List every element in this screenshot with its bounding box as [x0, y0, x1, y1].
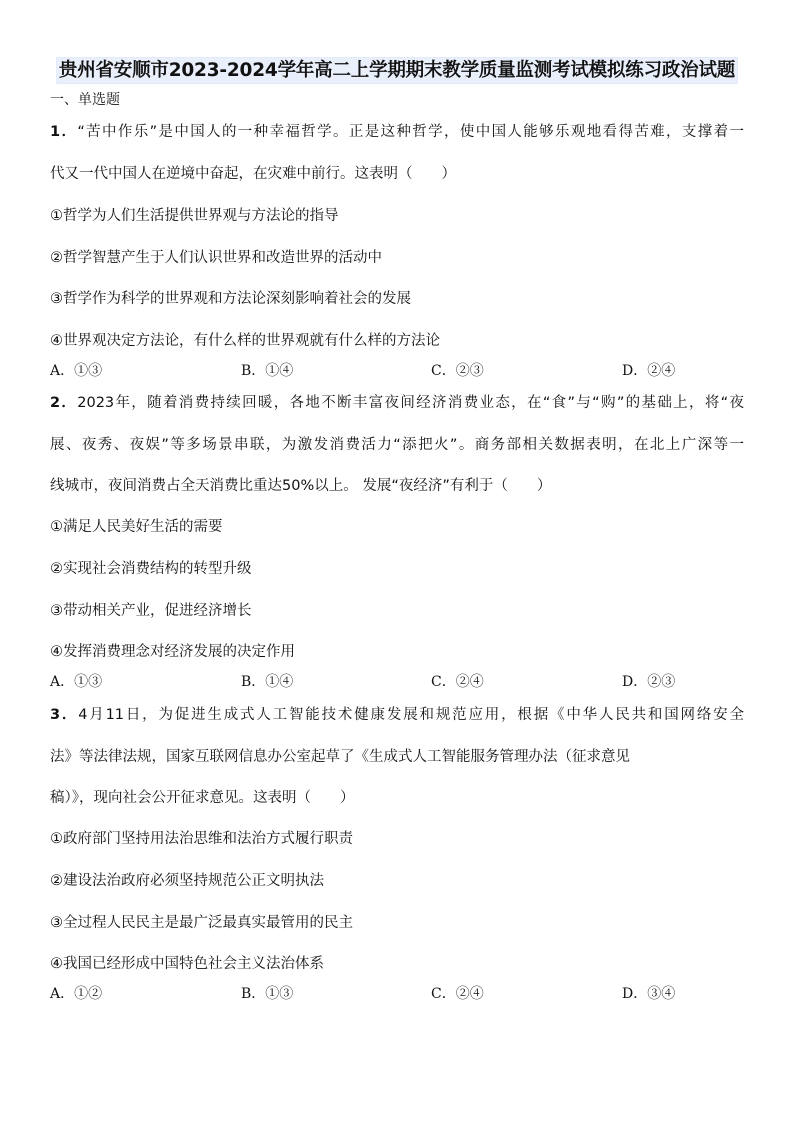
question-1-options: [50, 361, 744, 381]
question-3-stem-line-2: 法》等法律法规，国家互联网信息办公室起草了《生成式人工智能服务管理办法（征求意见: [50, 749, 630, 765]
question-3-statement-4: ④我国已经形成中国特色社会主义法治体系: [50, 956, 324, 972]
question-1-option-d[interactable]: D．②④: [622, 363, 676, 379]
question-2-options: [50, 672, 744, 692]
question-1-stem-line-2: 代又一代中国人在逆境中奋起，在灾难中前行。这表明（ ）: [50, 166, 456, 182]
question-2-statement-4: ④发挥消费理念对经济发展的决定作用: [50, 644, 295, 660]
question-1-option-a[interactable]: A．①③: [50, 363, 103, 379]
question-2-stem-line-2: 展、夜秀、夜娱”等多场景串联，为激发消费活力“添把火”。商务部相关数据表明，在北上广深等一: [50, 437, 744, 453]
question-3-option-b[interactable]: B．①③: [241, 986, 294, 1002]
question-1-statement-2: ②哲学智慧产生于人们认识世界和改造世界的活动中: [50, 250, 382, 266]
question-1-statement-1: ①哲学为人们生活提供世界观与方法论的指导: [50, 208, 339, 224]
question-3-option-d[interactable]: D．③④: [622, 986, 676, 1002]
question-2-option-a[interactable]: A．①③: [50, 674, 103, 690]
question-1-statement-3: ③哲学作为科学的世界观和方法论深刻影响着社会的发展: [50, 291, 411, 307]
question-3-options: [50, 984, 744, 1004]
question-3-stem-line-3: 稿）》，现向社会公开征求意见。这表明（ ）: [50, 790, 355, 806]
section-heading: 一、单选题: [50, 92, 120, 108]
question-1-statement-4: ④世界观决定方法论，有什么样的世界观就有什么样的方法论: [50, 333, 440, 349]
question-3-statement-1: ①政府部门坚持用法治思维和法治方式履行职责: [50, 831, 353, 847]
question-2-statement-3: ③带动相关产业，促进经济增长: [50, 603, 252, 619]
question-2-stem-line-3: 线城市，夜间消费占全天消费比重达50%以上。 发展“夜经济”有利于（ ）: [50, 478, 552, 494]
question-1-stem-line-1: 1．“苦中作乐”是中国人的一种幸福哲学。正是这种哲学，使中国人能够乐观地看得苦难，支撑着一: [50, 124, 744, 140]
question-2-option-c[interactable]: C．②④: [431, 674, 484, 690]
question-2-option-b[interactable]: B．①④: [241, 674, 294, 690]
question-2-statement-1: ①满足人民美好生活的需要: [50, 519, 223, 535]
question-1-option-b[interactable]: B．①④: [241, 363, 294, 379]
document-title: 贵州省安顺市2023-2024学年高二上学期期末教学质量监测考试模拟练习政治试题: [58, 60, 736, 81]
question-2-option-d[interactable]: D．②③: [622, 674, 676, 690]
question-1-option-c[interactable]: C．②③: [431, 363, 484, 379]
question-3-option-a[interactable]: A．①②: [50, 986, 103, 1002]
question-2-stem-line-1: 2．2023年，随着消费持续回暖，各地不断丰富夜间经济消费业态，在“食”与“购”的基础上，将“夜: [50, 395, 744, 411]
question-3-stem-line-1: 3．4月11日，为促进生成式人工智能技术健康发展和规范应用，根据《中华人民共和国网络安全: [50, 707, 744, 723]
question-3-statement-3: ③全过程人民民主是最广泛最真实最管用的民主: [50, 915, 353, 931]
question-3-statement-2: ②建设法治政府必须坚持规范公正文明执法: [50, 873, 324, 889]
question-2-statement-2: ②实现社会消费结构的转型升级: [50, 561, 252, 577]
question-3-option-c[interactable]: C．②④: [431, 986, 484, 1002]
